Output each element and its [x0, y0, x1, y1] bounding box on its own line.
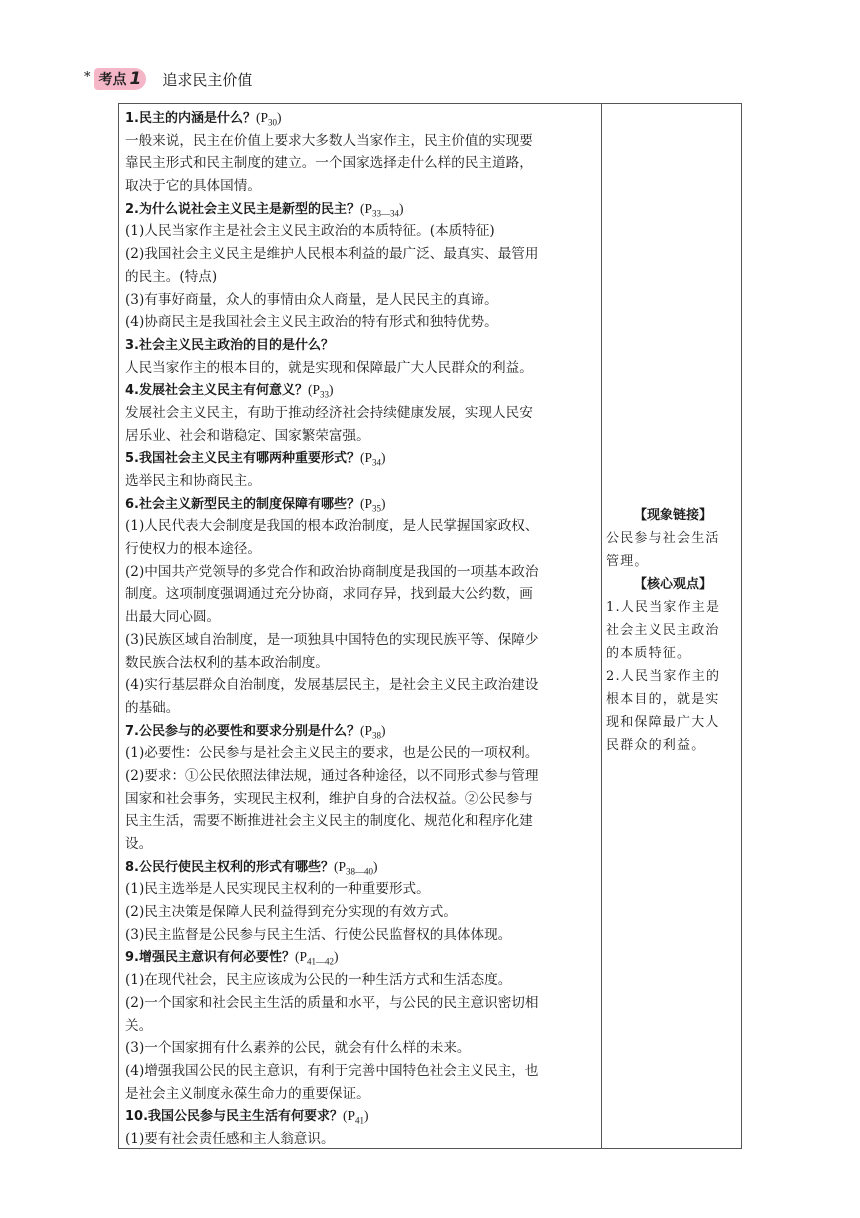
answer-line: (1)民主选举是人民实现民主权利的一种重要形式。 [125, 881, 430, 898]
question-title: 5.我国社会主义民主有哪两种重要形式？ [125, 451, 360, 467]
question-title: 7.公民参与的必要性和要求分别是什么？ [125, 723, 360, 739]
page-ref: $(P_{38})$ [359, 722, 386, 741]
link-line: 公民参与社会生活 [606, 531, 720, 546]
answer-line: 是社会主义制度永葆生命力的重要保证。 [125, 1085, 370, 1102]
answer-line: (1)要有社会责任感和主人翁意识。 [125, 1130, 335, 1147]
answer-line: 一般来说，民主在价值上要求大多数人当家作主，民主价值的实现要 [125, 132, 533, 149]
answer-line: (4)协商民主是我国社会主义民主政治的特有形式和独特优势。 [125, 314, 498, 331]
answer-line: (2)中国共产党领导的多党合作和政治协商制度是我国的一项基本政治 [125, 563, 539, 580]
answer-line: 人民当家作主的根本目的，就是实现和保障最广大人民群众的利益。 [125, 359, 533, 376]
question-4 [125, 379, 595, 402]
section-heading [84, 66, 252, 92]
answer-line: 出最大同心圆。 [125, 609, 221, 626]
question-3 [125, 334, 595, 357]
core-line: 现和保障最广大人 [606, 715, 720, 730]
core-line: 根本目的，就是实 [606, 692, 720, 707]
page-ref: $(P_{30})$ [255, 110, 282, 128]
answer-line: (1)人民代表大会制度是我国的根本政治制度，是人民掌握国家政权、 [125, 518, 539, 535]
question-title: 10.我国公民参与民主生活有何要求？ [125, 1109, 344, 1125]
question-6 [125, 493, 595, 516]
kaodian-badge [94, 68, 147, 90]
question-1 [125, 107, 595, 130]
answer-line: 的基础。 [125, 699, 180, 716]
page-ref: $(P_{35})$ [359, 495, 386, 514]
core-line: 2.人民当家作主的 [606, 669, 721, 684]
answer-line: 的民主。(特点) [125, 268, 218, 285]
badge-number: 1 [129, 69, 142, 89]
answer-line: 数民族合法权利的基本政治制度。 [125, 654, 329, 671]
main-column [125, 107, 595, 1151]
answer-line: 关。 [125, 1017, 153, 1034]
answer-line: (2)一个国家和社会民主生活的质量和水平，与公民的民主意识密切相 [125, 994, 539, 1011]
answer-line: 取决于它的具体国情。 [125, 178, 261, 195]
content-table [118, 103, 742, 1149]
question-title: 9.增强民主意识有何必要性？ [125, 950, 295, 966]
page-ref: $(P_{34})$ [359, 450, 386, 468]
answer-line: (2)要求：①公民依照法律法规，通过各种途径，以不同形式参与管理 [125, 767, 539, 784]
core-line: 民群众的利益。 [606, 738, 706, 753]
answer-line: 设。 [125, 836, 153, 852]
answer-line: 选举民主和协商民主。 [125, 473, 261, 489]
answer-line: 靠民主形式和民主制度的建立。一个国家选择走什么样的民主道路， [125, 155, 533, 172]
page-ref: $(P_{41—42})$ [294, 949, 339, 968]
question-2 [125, 198, 595, 221]
question-title: 4.发展社会主义民主有何意义？ [125, 383, 308, 399]
core-line: 1.人民当家作主是 [606, 600, 721, 615]
answer-line: 制度。这项制度强调通过充分协商，求同存异，找到最大公约数，画 [125, 586, 533, 603]
answer-line: 民主生活，需要不断推进社会主义民主的制度化、规范化和程序化建 [125, 813, 533, 830]
answer-line: (4)实行基层群众自治制度，发展基层民主，是社会主义民主政治建设 [125, 677, 539, 694]
page-ref: $(P_{41})$ [343, 1108, 369, 1126]
question-title: 3.社会主义民主政治的目的是什么？ [125, 337, 334, 353]
answer-line: (1)人民当家作主是社会主义民主政治的本质特征。(本质特征) [125, 223, 495, 240]
question-9 [125, 946, 595, 969]
side-column [606, 504, 740, 757]
answer-line: (3)民族区域自治制度，是一项独具中国特色的实现民族平等、保障少 [125, 631, 539, 648]
question-title: 1.民主的内涵是什么？ [125, 111, 256, 126]
star-mark: * [84, 69, 91, 85]
core-heading: 【核心观点】 [633, 577, 712, 592]
page-ref: $(P_{33—34})$ [359, 200, 404, 219]
link-line: 管理。 [606, 554, 649, 569]
answer-line: (3)一个国家拥有什么素养的公民，就会有什么样的未来。 [125, 1040, 471, 1057]
question-8 [125, 856, 595, 879]
question-7 [125, 720, 595, 743]
question-5 [125, 447, 595, 470]
answer-line: (2)民主决策是保障人民利益得到充分实现的有效方式。 [125, 904, 457, 921]
answer-line: 居乐业、社会和谐稳定、国家繁荣富强。 [125, 427, 370, 444]
answer-line: (1)必要性：公民参与是社会主义民主的要求，也是公民的一项权利。 [125, 745, 539, 762]
section-title: 追求民主价值 [162, 70, 253, 89]
link-heading: 【现象链接】 [633, 508, 712, 523]
answer-line: (1)在现代社会，民主应该成为公民的一种生活方式和生活态度。 [125, 972, 512, 989]
badge-label: 考点 [98, 72, 127, 88]
page-ref: $(P_{33})$ [307, 382, 334, 400]
answer-line: (4)增强我国公民的民主意识，有利于完善中国特色社会主义民主，也 [125, 1062, 539, 1079]
question-title: 2.为什么说社会主义民主是新型的民主？ [125, 201, 360, 217]
answer-line: 国家和社会事务，实现民主权利，维护自身的合法权益。②公民参与 [125, 790, 533, 807]
question-title: 8.公民行使民主权利的形式有哪些？ [125, 859, 334, 875]
core-line: 社会主义民主政治 [606, 623, 720, 638]
answer-line: (3)民主监督是公民参与民主生活、行使公民监督权的具体体现。 [125, 926, 512, 943]
column-divider [601, 104, 602, 1148]
answer-line: (3)有事好商量，众人的事情由众人商量，是人民民主的真谛。 [125, 291, 498, 308]
question-10 [125, 1105, 595, 1128]
page-ref: $(P_{38—40})$ [333, 858, 378, 877]
answer-line: (2)我国社会主义民主是维护人民根本利益的最广泛、最真实、最管用 [125, 246, 539, 263]
answer-line: 发展社会主义民主，有助于推动经济社会持续健康发展，实现人民安 [125, 404, 533, 421]
question-title: 6.社会主义新型民主的制度保障有哪些？ [125, 496, 360, 512]
core-line: 的本质特征。 [606, 646, 692, 661]
answer-line: 行使权力的根本途径。 [125, 541, 261, 558]
